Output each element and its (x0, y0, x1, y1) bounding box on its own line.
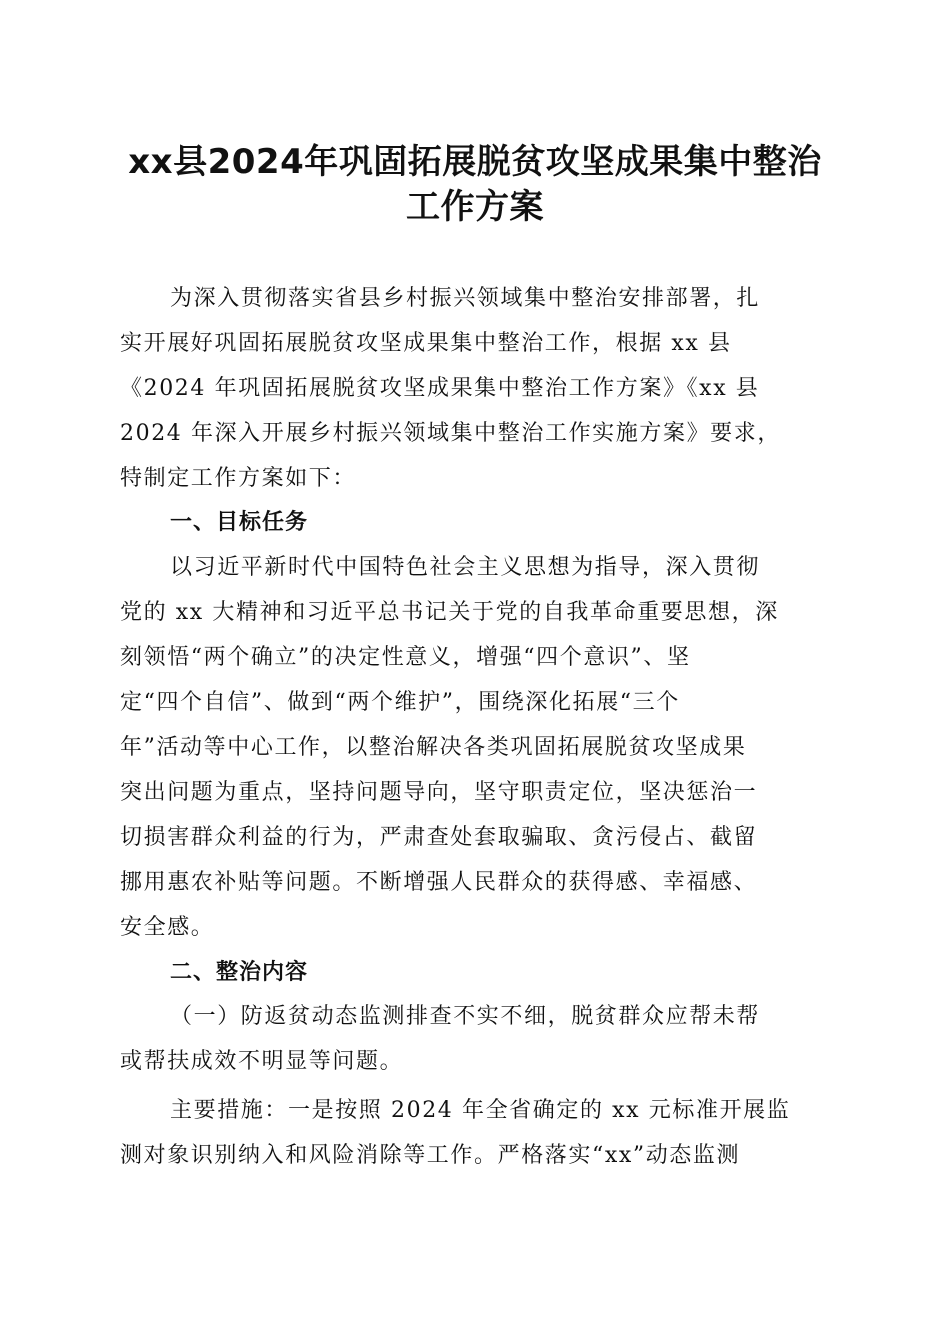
section-1-line-7: 切损害群众利益的行为，严肃查处套取骗取、贪污侵占、截留 (120, 825, 758, 850)
section-2-heading: 二、整治内容 (170, 960, 309, 985)
intro-line-3: 《2024 年巩固拓展脱贫攻坚成果集中整治工作方案》《xx 县 (120, 376, 760, 401)
section-1-line-1: 以习近平新时代中国特色社会主义思想为指导，深入贯彻 (170, 555, 761, 580)
intro-line-1: 为深入贯彻落实省县乡村振兴领域集中整治安排部署，扎 (170, 286, 761, 311)
section-1-line-5: 年”活动等中心工作，以整治解决各类巩固拓展脱贫攻坚成果 (120, 735, 747, 760)
document-title-line-1: xx县2024年巩固拓展脱贫攻坚成果集中整治 (128, 142, 822, 182)
section-1-line-9: 安全感。 (120, 915, 215, 940)
document-title-line-2: 工作方案 (406, 187, 544, 227)
subsection-1-line-1: （一）防返贫动态监测排查不实不细，脱贫群众应帮未帮 (170, 1004, 761, 1029)
intro-line-5: 特制定工作方案如下： (120, 466, 357, 491)
section-1-line-2: 党的 xx 大精神和习近平总书记关于党的自我革命重要思想，深 (120, 600, 779, 625)
subsection-1-line-2: 或帮扶成效不明显等问题。 (120, 1049, 404, 1074)
intro-line-2: 实开展好巩固拓展脱贫攻坚成果集中整治工作，根据 xx 县 (120, 331, 732, 356)
intro-line-4: 2024 年深入开展乡村振兴领域集中整治工作实施方案》要求， (120, 421, 781, 446)
section-1-line-4: 定“四个自信”、做到“两个维护”，围绕深化拓展“三个 (120, 690, 680, 715)
measures-line-1: 主要措施：一是按照 2024 年全省确定的 xx 元标准开展监 (170, 1098, 791, 1123)
section-1-line-6: 突出问题为重点，坚持问题导向，坚守职责定位，坚决惩治一 (120, 780, 758, 805)
section-1-line-8: 挪用惠农补贴等问题。不断增强人民群众的获得感、幸福感、 (120, 870, 758, 895)
section-1-heading: 一、目标任务 (170, 510, 309, 535)
section-1-line-3: 刻领悟“两个确立”的决定性意义，增强“四个意识”、坚 (120, 645, 691, 670)
measures-line-2: 测对象识别纳入和风险消除等工作。严格落实“xx”动态监测 (120, 1143, 741, 1168)
